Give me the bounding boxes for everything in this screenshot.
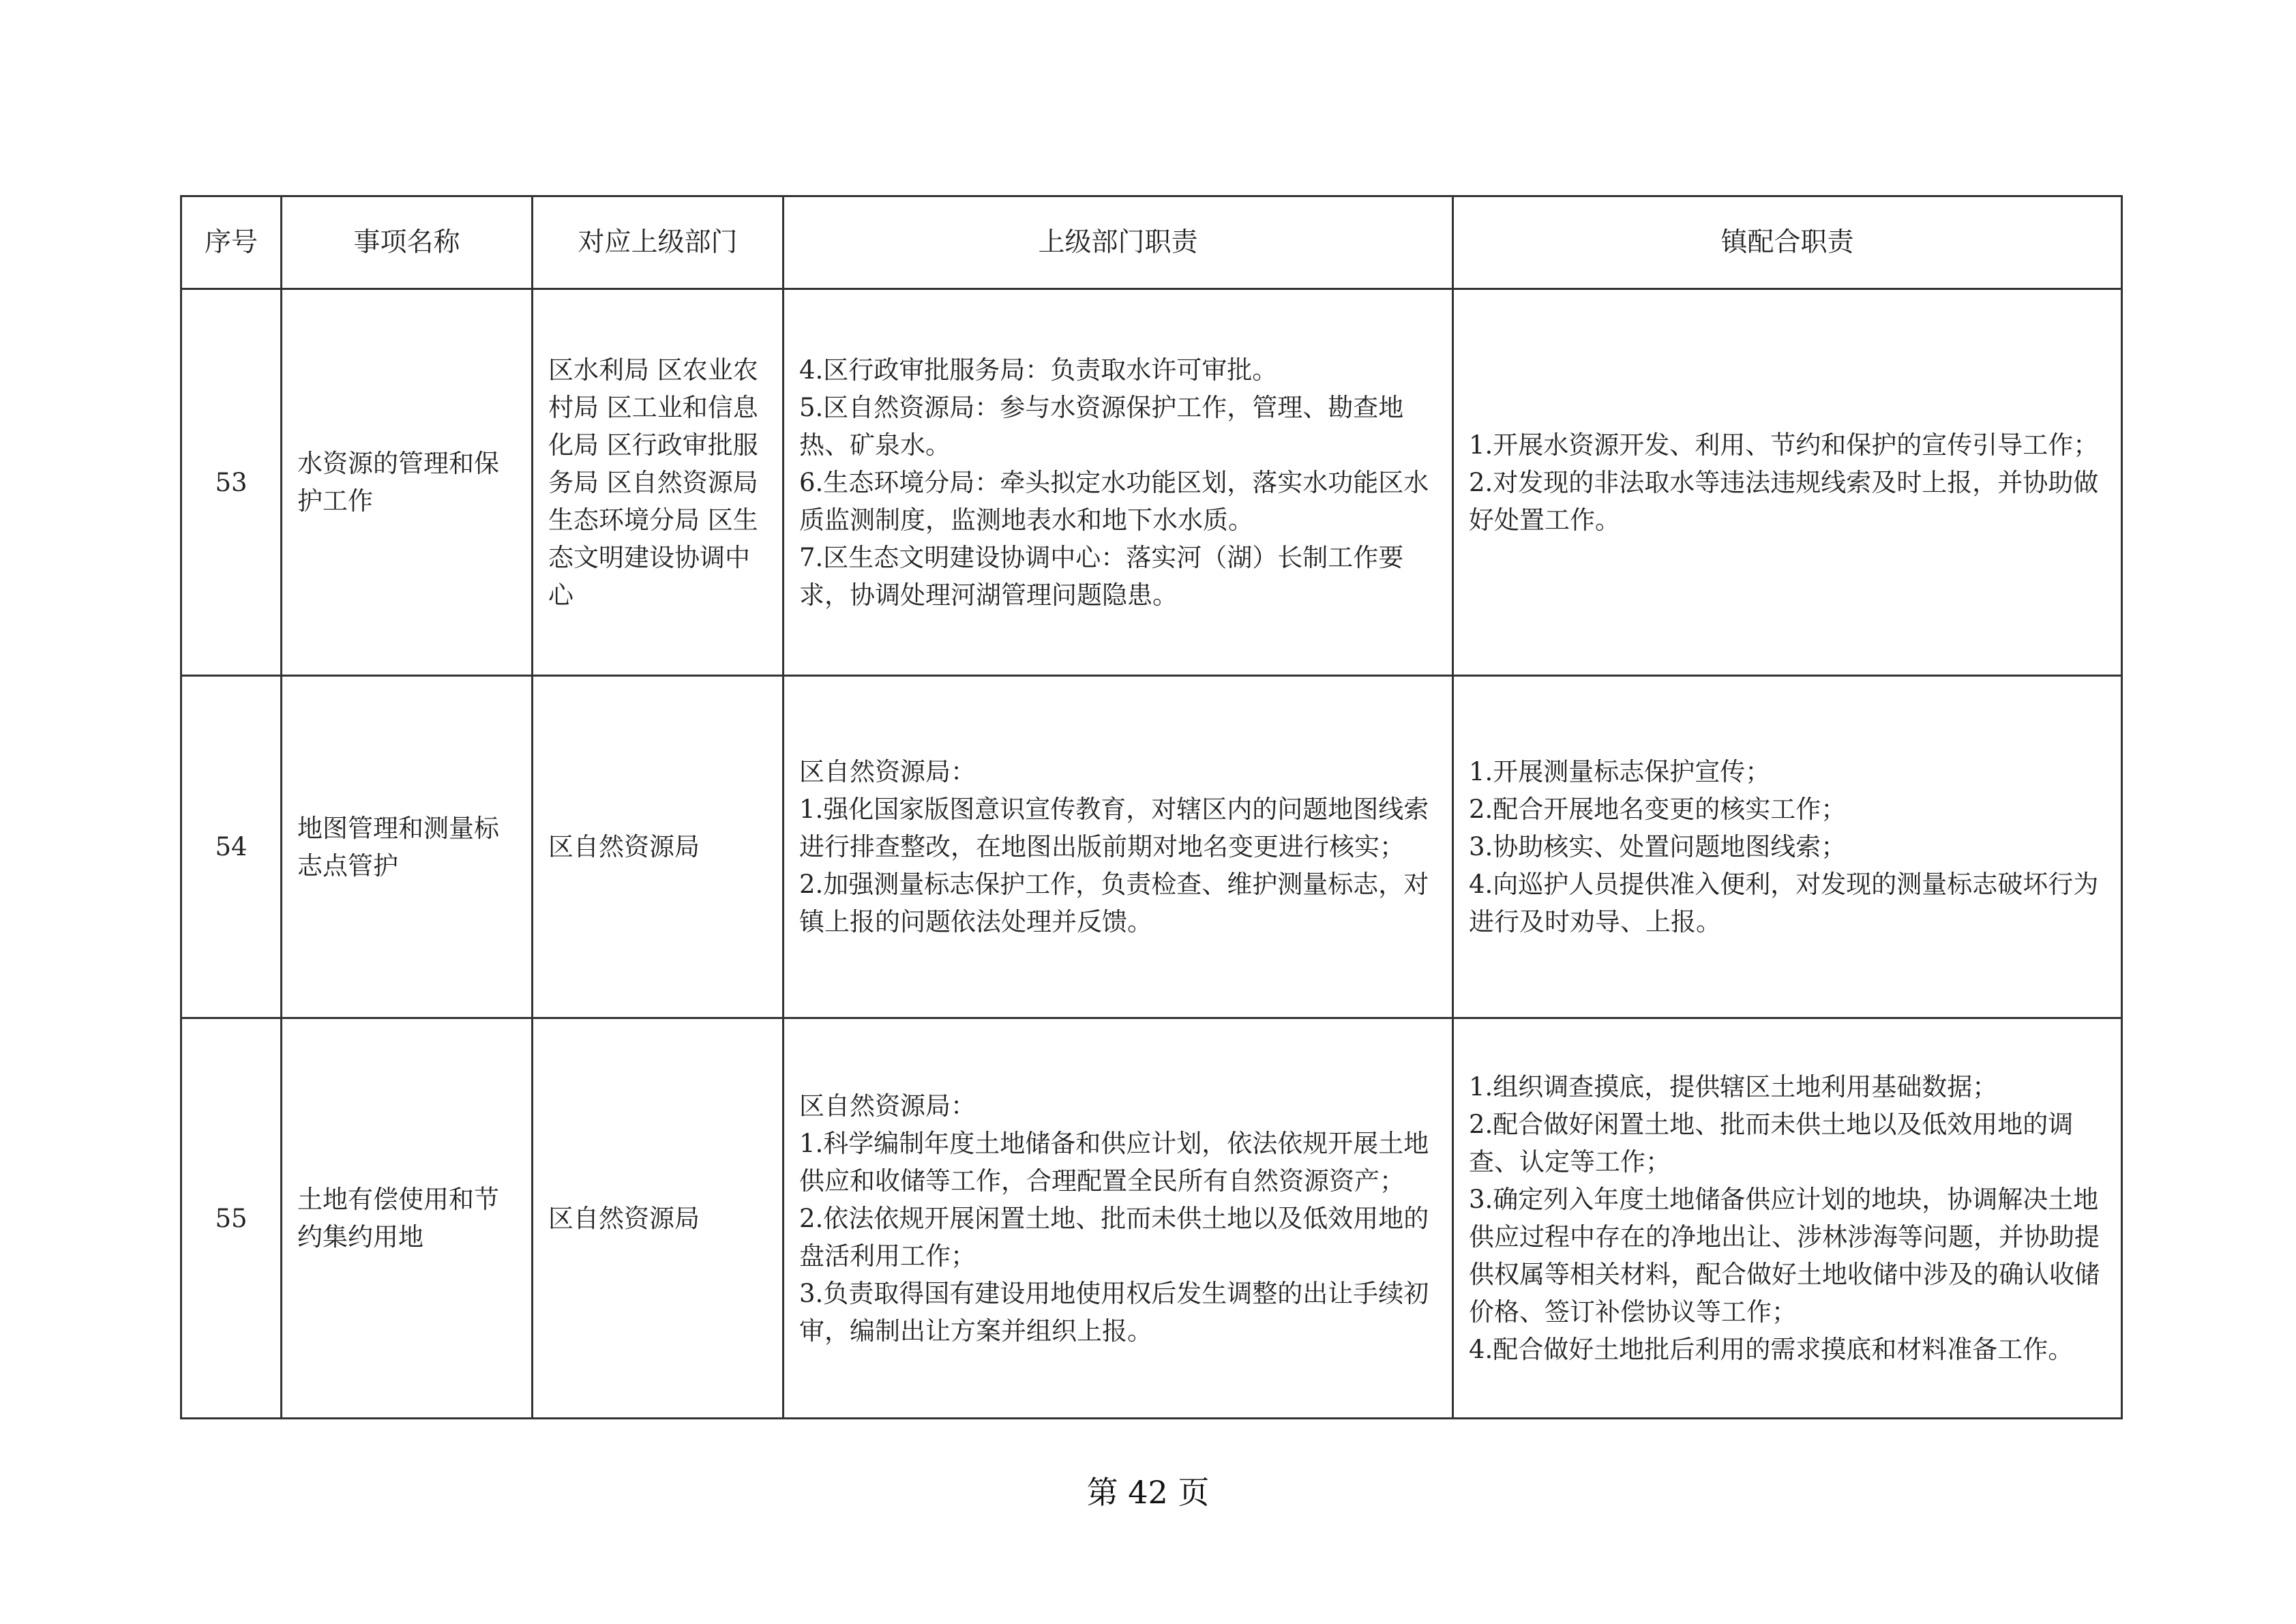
duty-line: 6.生态环境分局：牵头拟定水功能区划，落实水功能区水质监测制度，监测地表水和地下水水质。 (799, 467, 1429, 535)
responsibility-table (180, 195, 2123, 1419)
town-duty-line: 2.配合做好闲置土地、批而未供土地以及低效用地的调查、认定等工作； (1469, 1110, 2074, 1177)
town-duty-line: 3.协助核实、处置问题地图线索； (1469, 832, 1847, 861)
page-number: 第 42 页 (1086, 1474, 1210, 1511)
town-duty-line: 2.对发现的非法取水等违法违规线索及时上报，并协助做好处置工作。 (1469, 467, 2099, 535)
duty-line: 3.负责取得国有建设用地使用权后发生调整的出让手续初审，编制出让方案并组织上报。 (799, 1278, 1429, 1346)
row-item-name: 地图管理和测量标志点管护 (282, 676, 533, 1018)
row-town-duty (1453, 289, 2122, 676)
row-no: 55 (181, 1018, 282, 1419)
row-dept-duty (784, 289, 1453, 676)
duty-line: 1.科学编制年度土地储备和供应计划，依法依规开展土地供应和收储等工作，合理配置全民所有自然资源资产； (799, 1128, 1429, 1196)
row-no: 54 (181, 676, 282, 1018)
row-no: 53 (181, 289, 282, 676)
row-item-name: 土地有偿使用和节约集约用地 (282, 1018, 533, 1419)
town-duty-line: 1.开展测量标志保护宣传； (1469, 757, 1771, 786)
duty-line: 2.加强测量标志保护工作，负责检查、维护测量标志，对镇上报的问题依法处理并反馈。 (799, 870, 1429, 936)
header-no: 序号 (181, 196, 282, 289)
row-dept: 区水利局 区农业农村局 区工业和信息化局 区行政审批服务局 区自然资源局 生态环境分局 区生态文明建设协调中心 (533, 289, 784, 676)
town-duty-line: 1.开展水资源开发、利用、节约和保护的宣传引导工作； (1469, 430, 2099, 460)
table-header-row (181, 196, 2122, 289)
town-duty-line: 1.组织调查摸底，提供辖区土地利用基础数据； (1469, 1072, 1998, 1102)
row-dept: 区自然资源局 (533, 676, 784, 1018)
table-row (181, 1018, 2122, 1419)
header-dept-duty: 上级部门职责 (784, 196, 1453, 289)
duty-line: 1.强化国家版图意识宣传教育，对辖区内的问题地图线索进行排查整改，在地图出版前期对地名变更进行核实； (799, 795, 1429, 861)
duty-line: 5.区自然资源局：参与水资源保护工作，管理、勘查地热、矿泉水。 (799, 392, 1404, 460)
row-town-duty (1453, 676, 2122, 1018)
row-dept-duty (784, 1018, 1453, 1419)
town-duty-line: 4.配合做好土地批后利用的需求摸底和材料准备工作。 (1469, 1335, 2074, 1364)
town-duty-line: 2.配合开展地名变更的核实工作； (1469, 795, 1847, 824)
row-item-name: 水资源的管理和保护工作 (282, 289, 533, 676)
table-row (181, 289, 2122, 676)
header-town-duty: 镇配合职责 (1453, 196, 2122, 289)
duty-line: 区自然资源局： (799, 757, 976, 786)
row-dept: 区自然资源局 (533, 1018, 784, 1419)
duty-line: 2.依法依规开展闲置土地、批而未供土地以及低效用地的盘活利用工作； (799, 1203, 1429, 1271)
header-dept: 对应上级部门 (533, 196, 784, 289)
duty-line: 区自然资源局： (799, 1091, 976, 1121)
town-duty-line: 4.向巡护人员提供准入便利，对发现的测量标志破坏行为进行及时劝导、上报。 (1469, 870, 2099, 936)
table-row (181, 676, 2122, 1018)
duty-line: 4.区行政审批服务局：负责取水许可审批。 (799, 355, 1278, 385)
header-item-name: 事项名称 (282, 196, 533, 289)
row-town-duty (1453, 1018, 2122, 1419)
row-dept-duty (784, 676, 1453, 1018)
duty-line: 7.区生态文明建设协调中心：落实河（湖）长制工作要求，协调处理河湖管理问题隐患。 (799, 542, 1404, 610)
town-duty-line: 3.确定列入年度土地储备供应计划的地块，协调解决土地供应过程中存在的净地出让、涉林涉海等问题，并协助提供权属等相关材料，配合做好土地收储中涉及的确认收储价格、签订补偿协议等工作； (1469, 1185, 2100, 1327)
